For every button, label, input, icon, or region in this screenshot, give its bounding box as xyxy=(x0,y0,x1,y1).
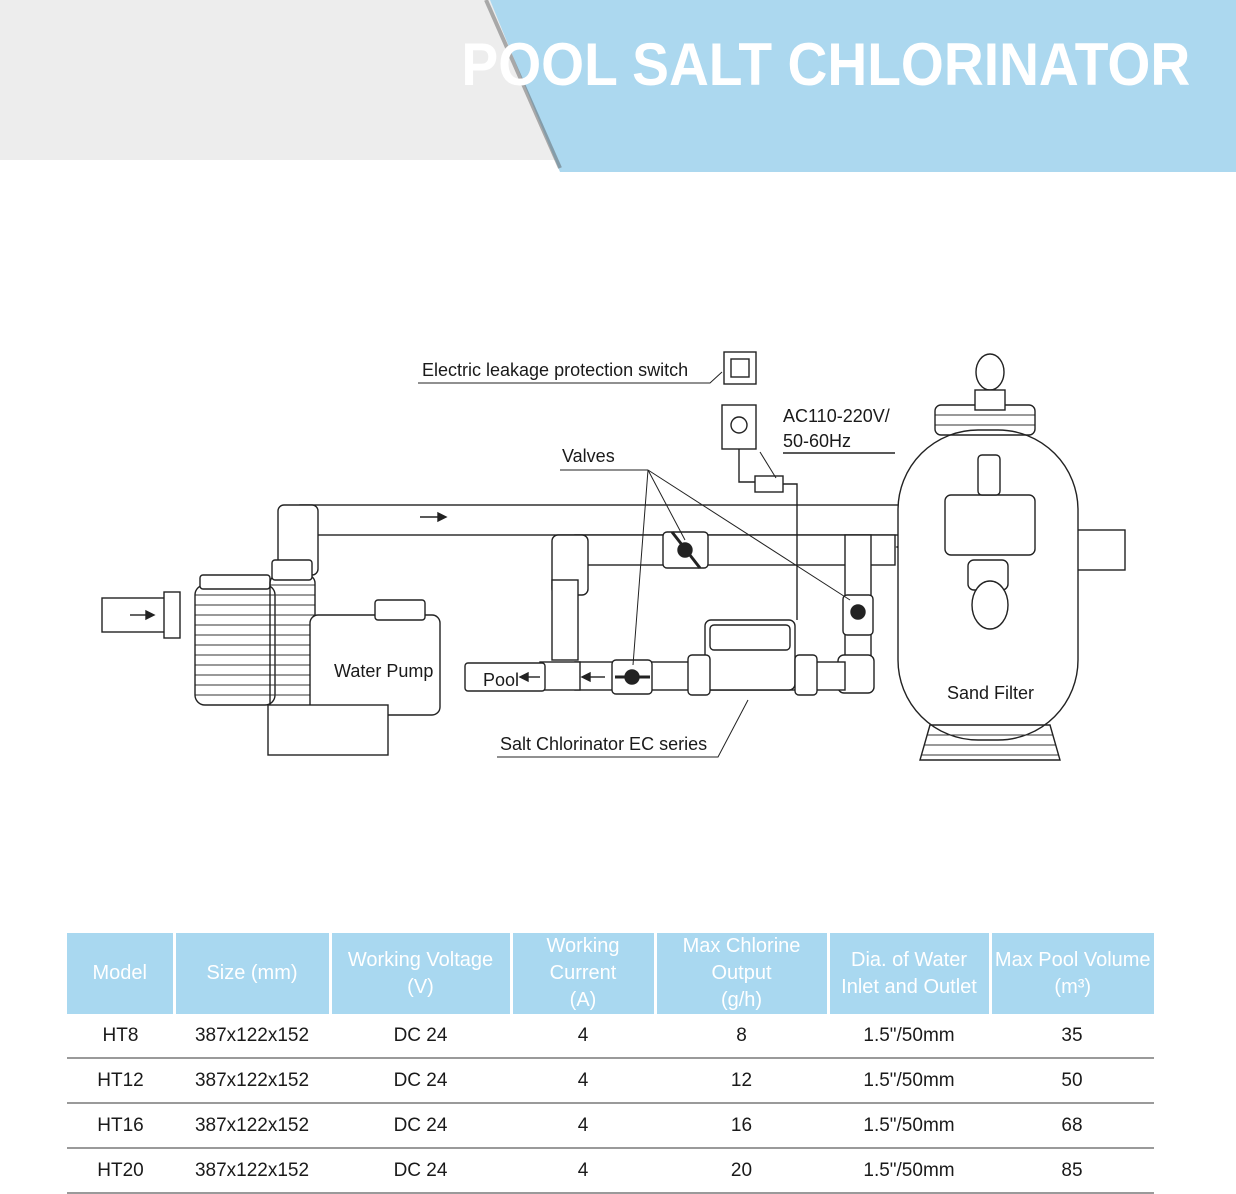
cell-pool-volume: 35 xyxy=(990,1014,1154,1058)
label-valves: Valves xyxy=(562,446,615,466)
table-row xyxy=(67,1014,1154,1058)
cell-current: 4 xyxy=(511,1014,655,1058)
label-water-pump: Water Pump xyxy=(334,661,434,681)
header-pool-volume xyxy=(990,933,1154,1014)
header-pool-volume-line: Max Pool Volume xyxy=(994,948,1151,971)
table-body xyxy=(67,1014,1154,1193)
label-power-freq: 50-60Hz xyxy=(783,431,852,451)
cell-model: HT12 xyxy=(67,1058,174,1103)
salt-chlorinator xyxy=(688,620,817,695)
cell-model: HT20 xyxy=(67,1148,174,1193)
header-chlorine-output-line: (g/h) xyxy=(720,989,763,1011)
header-diameter-line: Dia. of Water xyxy=(851,948,967,971)
cell-voltage: DC 24 xyxy=(330,1103,511,1148)
header-model xyxy=(67,933,174,1014)
water-pump xyxy=(195,560,440,755)
installation-diagram xyxy=(0,340,1236,770)
cell-chlorine-output: 12 xyxy=(655,1058,828,1103)
header-chlorine-output xyxy=(655,933,828,1014)
header-voltage-line: Working Voltage xyxy=(347,948,494,971)
label-chlorinator: Salt Chlorinator EC series xyxy=(500,734,708,754)
cell-chlorine-output: 20 xyxy=(655,1148,828,1193)
cell-voltage: DC 24 xyxy=(330,1058,511,1103)
table-header-row xyxy=(67,933,1154,1014)
header-diameter xyxy=(828,933,990,1014)
cell-chlorine-output: 16 xyxy=(655,1103,828,1148)
cell-pool-volume: 68 xyxy=(990,1103,1154,1148)
header-diameter-line: Inlet and Outlet xyxy=(841,975,977,998)
cell-size: 387x122x152 xyxy=(174,1103,330,1148)
header-current-line: Working Current xyxy=(546,935,620,984)
cell-model: HT16 xyxy=(67,1103,174,1148)
cell-size: 387x122x152 xyxy=(174,1014,330,1058)
header-size-line: Size (mm) xyxy=(206,962,298,984)
table-row xyxy=(67,1103,1154,1148)
cell-size: 387x122x152 xyxy=(174,1148,330,1193)
cell-current: 4 xyxy=(511,1103,655,1148)
header-size xyxy=(174,933,330,1014)
cell-diameter: 1.5"/50mm xyxy=(828,1148,990,1193)
cell-pool-volume: 50 xyxy=(990,1058,1154,1103)
label-power: AC110-220V/ xyxy=(783,406,890,426)
cell-pool-volume: 85 xyxy=(990,1148,1154,1193)
label-leakage-switch: Electric leakage protection switch xyxy=(422,360,689,380)
specs-table xyxy=(67,933,1154,1194)
header-voltage-line: (V) xyxy=(407,975,434,998)
table-row xyxy=(67,1058,1154,1103)
cell-diameter: 1.5"/50mm xyxy=(828,1058,990,1103)
header-current xyxy=(511,933,655,1014)
cell-diameter: 1.5"/50mm xyxy=(828,1014,990,1058)
cell-voltage: DC 24 xyxy=(330,1014,511,1058)
header-chlorine-output-line: Max Chlorine Output xyxy=(682,935,801,984)
label-pool: Pool xyxy=(483,670,520,690)
cell-diameter: 1.5"/50mm xyxy=(828,1103,990,1148)
label-sand-filter: Sand Filter xyxy=(947,683,1035,703)
cell-model: HT8 xyxy=(67,1014,174,1058)
cell-size: 387x122x152 xyxy=(174,1058,330,1103)
cell-current: 4 xyxy=(511,1058,655,1103)
cell-voltage: DC 24 xyxy=(330,1148,511,1193)
page-title: POOL SALT CHLORINATOR xyxy=(461,31,1190,98)
header-current-line: (A) xyxy=(569,989,597,1011)
cell-current: 4 xyxy=(511,1148,655,1193)
header-pool-volume-line: (m³) xyxy=(1054,975,1092,998)
table-row xyxy=(67,1148,1154,1193)
cell-chlorine-output: 8 xyxy=(655,1014,828,1058)
header-voltage xyxy=(330,933,511,1014)
header-model-line: Model xyxy=(92,962,147,984)
return-pipe xyxy=(300,505,940,535)
